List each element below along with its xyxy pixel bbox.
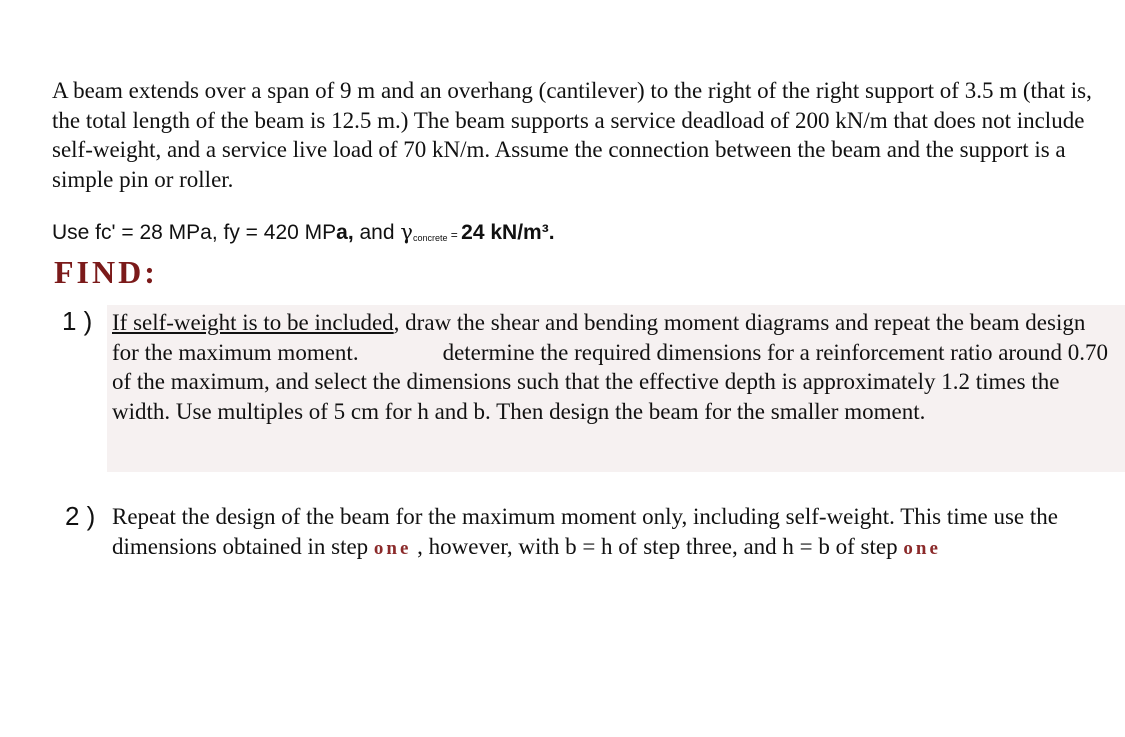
question-1-part2: determine the required dimensions for a reinforcement ratio around 0.70 of the maximum, and select the dimensions such that the effective depth is approximately 1.2 times the width. Use multiples of 5 cm for h and b. Then design the beam for the smaller moment.: [112, 339, 1109, 424]
properties-a-bold: a,: [336, 221, 354, 244]
question-2-number: 2 ): [65, 501, 96, 531]
properties-prefix: Use fc' = 28 MPa, fy = 420 MP: [52, 221, 337, 244]
gamma-subscript: concrete: [412, 233, 448, 243]
properties-and: and: [353, 221, 401, 244]
question-1-part1: , draw the shear and bending moment diagrams and repeat the beam design for the maximum moment.: [112, 310, 1086, 365]
material-properties: [52, 218, 555, 252]
question-1-underlined: If self-weight is to be included: [112, 310, 394, 335]
gamma-value: 24 kN/m³.: [461, 221, 555, 244]
question-1-number: 1 ): [62, 306, 93, 336]
gamma-equals: =: [447, 228, 462, 242]
question-1-text: [112, 308, 1112, 426]
problem-statement: A beam extends over a span of 9 m and an overhang (cantilever) to the right of the right support of 3.5 m (that is, the total length of the beam is 12.5 m.) The beam supports a service deadload of 200 kN/m that does not include self-weight, and a service live load of 70 kN/m. Assume the connection between the beam and the support is a simple pin or roller.: [52, 78, 1092, 192]
question-2-accent-2: one: [903, 537, 941, 559]
question-2-part2: , however, with b = h of step three, and h = b of step: [411, 533, 904, 559]
question-2-accent-1: one: [373, 537, 412, 559]
find-heading: FIND:: [54, 254, 158, 290]
question-2-part1: Repeat the design of the beam for the maximum moment only, including self-weight. This time use the dimensions obtained in step: [112, 504, 1058, 559]
question-2-text: [112, 502, 1092, 563]
gamma-symbol: γ: [400, 220, 413, 244]
